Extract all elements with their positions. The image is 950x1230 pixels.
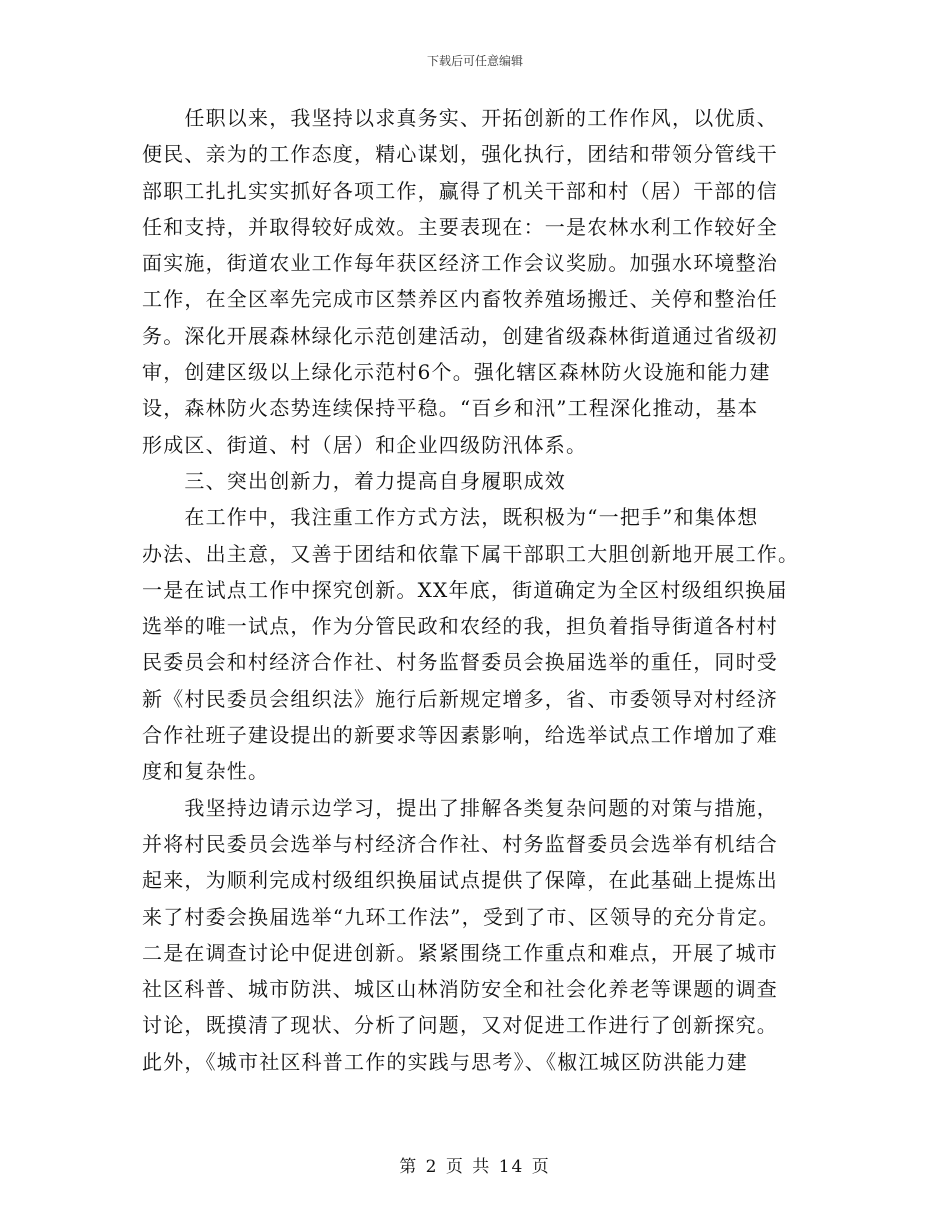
paragraph-line: 一是在试点工作中探究创新。XX年底，街道确定为全区村级组织换届 — [142, 577, 788, 602]
paragraph-line: 便民、亲为的工作态度，精心谋划，强化执行，团结和带领分管线干 — [142, 142, 778, 167]
paragraph-line: 并将村民委员会选举与村经济合作社、村务监督委员会选举有机结合 — [142, 831, 778, 856]
paragraph-line: 审，创建区级以上绿化示范村6个。强化辖区森林防火设施和能力建 — [142, 360, 771, 385]
document-body — [142, 100, 812, 1080]
paragraph-line: 设，森林防火态势连续保持平稳。“百乡和汛”工程深化推动，基本 — [142, 396, 759, 421]
paragraph-line: 任职以来，我坚持以求真务实、开拓创新的工作作风，以优质、 — [142, 106, 778, 130]
page-number: 第 2 页 共 14 页 — [399, 1157, 551, 1177]
paragraph-line: 起来，为顺利完成村级组织换届试点提供了保障，在此基础上提炼出 — [142, 868, 778, 893]
paragraph-line: 面实施，街道农业工作每年获区经济工作会议奖励。加强水环境整治 — [142, 251, 778, 276]
paragraph-line: 我坚持边请示边学习，提出了排解各类复杂问题的对策与措施， — [142, 795, 778, 820]
paragraph-line: 在工作中，我注重工作方式方法，既积极为“一把手”和集体想 — [142, 505, 759, 530]
paragraph-line: 民委员会和村经济合作社、村务监督委员会换届选举的重任，同时受 — [142, 650, 778, 675]
paragraph-line: 讨论，既摸清了现状、分析了问题，又对促进工作进行了创新探究。 — [142, 1013, 778, 1038]
paragraph-line: 社区科普、城市防洪、城区山林消防安全和社会化养老等课题的调查 — [142, 977, 778, 1002]
section-heading: 三、突出创新力，着力提高自身履职成效 — [142, 468, 566, 493]
paragraph-line: 合作社班子建设提出的新要求等因素影响，给选举试点工作增加了难 — [142, 723, 778, 748]
paragraph-line: 二是在调查讨论中促进创新。紧紧围绕工作重点和难点，开展了城市 — [142, 940, 778, 965]
paragraph-line: 形成区、街道、村（居）和企业四级防汛体系。 — [142, 432, 588, 457]
paragraph-line: 部职工扎扎实实抓好各项工作，赢得了机关干部和村（居）干部的信 — [142, 178, 778, 203]
paragraph-line: 务。深化开展森林绿化示范创建活动，创建省级森林街道通过省级初 — [142, 323, 778, 348]
paragraph-line: 任和支持，并取得较好成效。主要表现在：一是农林水利工作较好全 — [142, 214, 778, 239]
paragraph-line: 办法、出主意，又善于团结和依靠下属干部职工大胆创新地开展工作。 — [142, 541, 800, 566]
paragraph-line: 来了村委会换届选举“九环工作法”，受到了市、区领导的充分肯定。 — [142, 904, 780, 929]
page-header-note: 下载后可任意编辑 — [426, 54, 523, 68]
paragraph-line: 此外，《城市社区科普工作的实践与思考》、《椒江城区防洪能力建 — [142, 1049, 748, 1074]
paragraph-line: 新《村民委员会组织法》施行后新规定增多，省、市委领导对村经济 — [142, 686, 778, 711]
paragraph-line: 选举的唯一试点，作为分管民政和农经的我，担负着指导街道各村村 — [142, 614, 778, 639]
paragraph-line: 工作，在全区率先完成市区禁养区内畜牧养殖场搬迁、关停和整治任 — [142, 287, 778, 312]
paragraph-line: 度和复杂性。 — [142, 759, 270, 784]
